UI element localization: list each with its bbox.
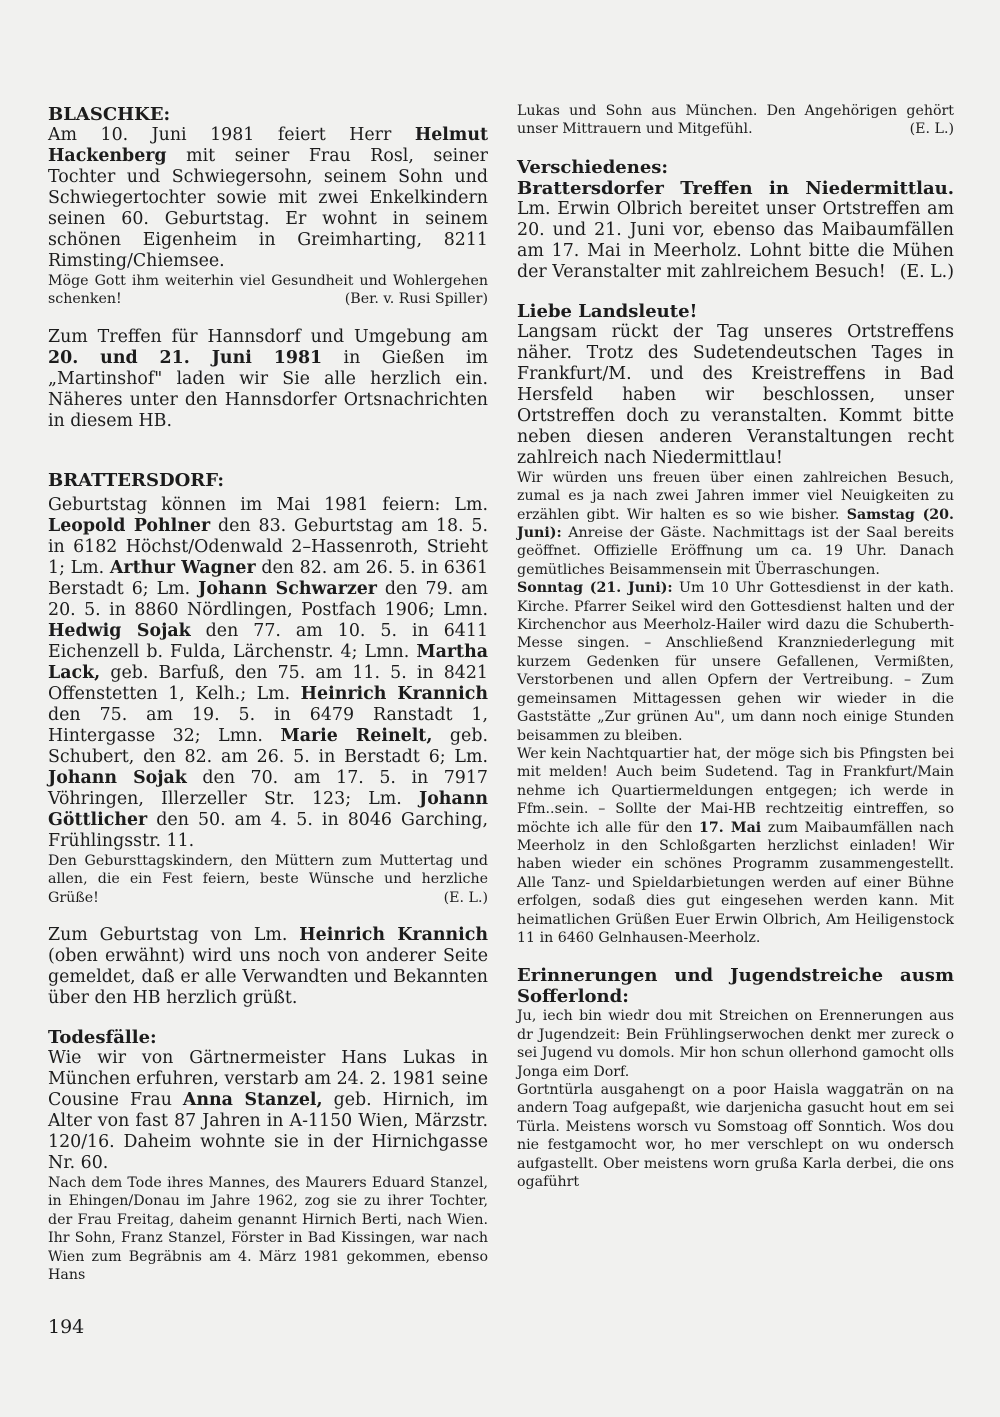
text-run: Nach dem Tode ihres Mannes, des Maurers Eduard Stanzel, in Ehingen/Donau im Jahre 1962, zog sie zu ihrer Tochter, der Frau Freitag, daheim genannt Hirnich Berti, nach Wien. Ihr Sohn, Franz Stanzel, Förster in Bad Kissingen, war nach Wien zum Begräbnis am 4. März 1981 gekommen, ebenso Hans — [48, 1175, 488, 1284]
text-run: Lukas und Sohn aus München. Den Angehörigen gehört unser Mittrauern und Mitgefühl. — [517, 103, 954, 138]
small-paragraph — [517, 579, 954, 745]
bold-name-text: Johann Schwarzer — [198, 578, 377, 599]
small-paragraph — [517, 469, 954, 579]
text-run: den 75. am 19. 5. in 6479 Ranstadt 1, Hintergasse 32; Lmn. — [48, 704, 488, 746]
section-brattersdorf — [48, 470, 488, 1009]
text-run: Zum Geburtstag von Lm. — [48, 925, 300, 946]
bold-name-text: Heinrich Krannich — [299, 925, 488, 946]
paragraph — [517, 322, 954, 469]
text-run: den 50. am 4. 5. in 8046 Garching, Frühlingsstr. 11. — [48, 809, 488, 851]
paragraph — [517, 199, 954, 283]
bold-name-text: Johann Göttlicher — [48, 788, 488, 830]
paragraph — [48, 925, 488, 1009]
text-run: Wer kein Nachtquartier hat, der möge sich bis Pfingsten bei mit melden! Auch beim Sudetend. Tag in Frankfurt/Main nehme ich Quartiermeldungen entgegen; ich werde in Ffm..sein. – Sollte der Mai-HB rechtzeitig eintreffen, so möchte ich alle für den — [517, 745, 954, 836]
paragraph — [48, 327, 488, 432]
bold-name-text: 20. und 21. Juni 1981 — [48, 347, 323, 368]
section-erinnerungen — [517, 965, 954, 1191]
bold-name-text: Samstag (20. Juni): — [517, 506, 954, 542]
text-run: Geburtstag können im Mai 1981 feiern: Lm. — [48, 494, 488, 515]
bold-name-text: Arthur Wagner — [109, 557, 256, 578]
small-paragraph — [48, 272, 488, 309]
text-run: Anreise der Gäste. Nachmittags ist der Saal bereits geöffnet. Offizielle Eröffnung um ca. 19 Uhr. Danach gemütliches Beisammensein mit Überraschungen. — [517, 525, 954, 578]
bold-name-text: Sonntag (21. Juni): — [517, 580, 673, 597]
section-heading: BLASCHKE: — [48, 104, 171, 125]
section-heading: Liebe Landsleute! — [517, 300, 698, 322]
author-signature: (E. L.) — [909, 121, 954, 138]
text-run: Ju, iech bin wiedr dou mit Streichen on Erennerungen aus dr Jugendzeit: Bein Frühlingserwochen denkt mer zureck o sei Jugend vu domols. Mir hon schun ollerhond gamocht olls Jonga eim Dorf. — [517, 1008, 954, 1080]
small-paragraph — [48, 1174, 488, 1284]
bold-name-text: Marie Reinelt, — [280, 725, 433, 746]
text-run: Lm. Erwin Olbrich bereitet unser Ortstreffen am 20. und 21. Juni vor, ebenso das Maibaumfällen am 17. Mai in Meerholz. Lohnt bitte die Mühen der Veranstalter mit zahlreichem Besuch! — [517, 198, 954, 282]
text-run: geb. Schubert, den 82. am 26. 5. in Berstadt 6; Lm. — [48, 725, 488, 767]
text-run: in Gießen im „Martinshof" laden wir Sie alle herzlich ein. Näheres unter den Hannsdorfer Ortsnachrichten in diesem HB. — [48, 347, 488, 431]
text-run: Wir würden uns freuen über einen zahlreichen Besuch, zumal es ja nach zwei Jahren immer viel Neuigkeiten zu erzählen gibt. Wir halten es so wie bisher. — [517, 469, 954, 523]
right-column — [517, 102, 954, 1191]
author-signature: (E. L.) — [443, 889, 488, 906]
section-subheading: Brattersdorfer Treffen in Niedermittlau. — [517, 177, 954, 199]
author-signature: (Ber. v. Rusi Spiller) — [344, 291, 488, 308]
text-run: den 77. am 10. 5. in 6411 Eichenzell b. Fulda, Lärchenstr. 4; Lmn. — [48, 620, 489, 662]
bold-name-text: Martha Lack, — [48, 641, 488, 683]
bold-name-text: Anna Stanzel, — [182, 1090, 323, 1111]
section-heading: Todesfälle: — [48, 1027, 157, 1049]
small-paragraph — [517, 745, 954, 947]
small-paragraph — [48, 852, 488, 907]
section-heading: Verschiedenes: — [517, 156, 669, 178]
text-run: Den Gebursttagskindern, den Müttern zum Muttertag und allen, die ein Fest feiern, beste Wünsche und herzliche Grüße! — [48, 852, 488, 906]
paragraph — [48, 125, 488, 272]
text-run: (oben erwähnt) wird uns noch von anderer Seite gemeldet, daß er alle Verwandten und Bekannten über den HB herzlich grüßt. — [48, 946, 488, 1009]
text-run: mit seiner Frau Rosl, seiner Tochter und Schwiegersohn, seinem Sohn und Schwiegertochter sowie mit zwei Enkelkindern seinen 60. Geburtstag. Er wohnt in seinem schönen Eigenheim in Greimharting, 8211 Rimsting/Chiemsee. — [48, 146, 488, 271]
text-run: den 83. Geburtstag am 18. 5. in 6182 Höchst/Odenwald 2–Hassenroth, Strieht 1; Lm. — [48, 515, 488, 578]
text-run: Möge Gott ihm weiterhin viel Gesundheit und Wohlergehen schenken! — [48, 273, 488, 308]
section-heading: Erinnerungen und Jugendstreiche ausm Sofferlond: — [517, 965, 954, 1008]
section-liebe-landsleute — [517, 301, 954, 948]
text-run: Wie wir von Gärtnermeister Hans Lukas in München erfuhren, verstarb am 24. 2. 1981 seine Cousine Frau — [48, 1048, 488, 1111]
bold-name-text: Hedwig Sojak — [48, 620, 191, 641]
text-run: geb. Hirnich, im Alter von fast 87 Jahren in A-1150 Wien, Märzstr. 120/16. Daheim wohnte sie in der Hirnichgasse Nr. 60. — [48, 1090, 488, 1174]
text-run: den 70. am 17. 5. in 7917 Vöhringen, Illerzeller Str. 123; Lm. — [48, 767, 488, 809]
text-run: Zum Treffen für Hannsdorf und Umgebung am — [48, 326, 488, 347]
bold-name-text: Heinrich Krannich — [300, 683, 488, 704]
page-number: 194 — [48, 1316, 85, 1338]
bold-name-text: Johann Sojak — [48, 767, 187, 788]
section-blaschke — [48, 104, 488, 432]
bold-name-text: 17. Mai — [699, 819, 762, 836]
author-signature: (E. L.) — [899, 261, 954, 282]
text-run: zum Maibaumfällen nach Meerholz in den Schloßgarten herzlichst einladen! Wir haben wieder ein schönes Programm zusammengestellt. Alle Tanz- und Spieldarbietungen werden auf einer Bühne erfolgen, sodaß dies gut eingesehen werden kann. Mit heimatlichen Grüßen Euer Erwin Olbrich, Am Heiligenstock 11 in 6460 Gelnhausen-Meerholz. — [517, 819, 954, 946]
small-paragraph — [517, 102, 954, 139]
text-run: Langsam rückt der Tag unseres Ortstreffens näher. Trotz des Sudetendeutschen Tages in Frankfurt/M. und des Kreistreffens in Bad Hersfeld haben wir beschlossen, unser Ortstreffen doch zu veranstalten. Kommt bitte neben diesen anderen Veranstaltungen recht zahlreich nach Niedermittlau! — [517, 321, 954, 468]
text-run: Um 10 Uhr Gottesdienst in der kath. Kirche. Pfarrer Seikel wird den Gottesdienst halten und der Kirchenchor aus Meerholz-Hailer wird dazu die Schuberth-Messe singen. – Anschließend Kranzniederlegung mit kurzem Gedenken für unsere Gefallenen, Vermißten, Verstorbenen und allen Opfern der Vertreibung. – Zum gemeinsamen Mittagessen gehen wir wieder in die Gaststätte „Zur grünen Au", um dann noch einige Stunden beisammen zu bleiben. — [517, 580, 954, 744]
section-todesfaelle — [48, 1027, 488, 1284]
text-run: den 79. am 20. 5. in 8860 Nördlingen, Postfach 1906; Lmn. — [48, 578, 488, 620]
text-run: Am 10. Juni 1981 feiert Herr — [48, 125, 415, 145]
bold-name-text: Leopold Pohlner — [48, 515, 211, 536]
text-run: geb. Barfuß, den 75. am 11. 5. in 8421 Offenstetten 1, Kelh.; Lm. — [48, 662, 488, 704]
section-verschiedenes — [517, 157, 954, 283]
paragraph — [48, 495, 488, 852]
left-column — [48, 104, 488, 1284]
small-paragraph — [517, 1007, 954, 1081]
section-heading: BRATTERSDORF: — [48, 469, 225, 491]
paragraph — [48, 1048, 488, 1174]
bold-name-text: Helmut Hackenberg — [48, 125, 488, 166]
small-paragraph — [517, 1081, 954, 1191]
text-run: den 82. am 26. 5. in 6361 Berstadt 6; Lm. — [48, 557, 489, 599]
text-run: Gortntürla ausgahengt on a poor Haisla waggaträn on na andern Toag aufgepaßt, wie darjenicha gasucht hout em sei Türla. Meistens worsch vu Somstoag off Sonntich. Wos dou nie festgamocht wor, ho mer verschlept on wu ondersch aufgastellt. Ober meistens worn grußa Karla derbei, die ons ogaführt — [517, 1082, 954, 1191]
